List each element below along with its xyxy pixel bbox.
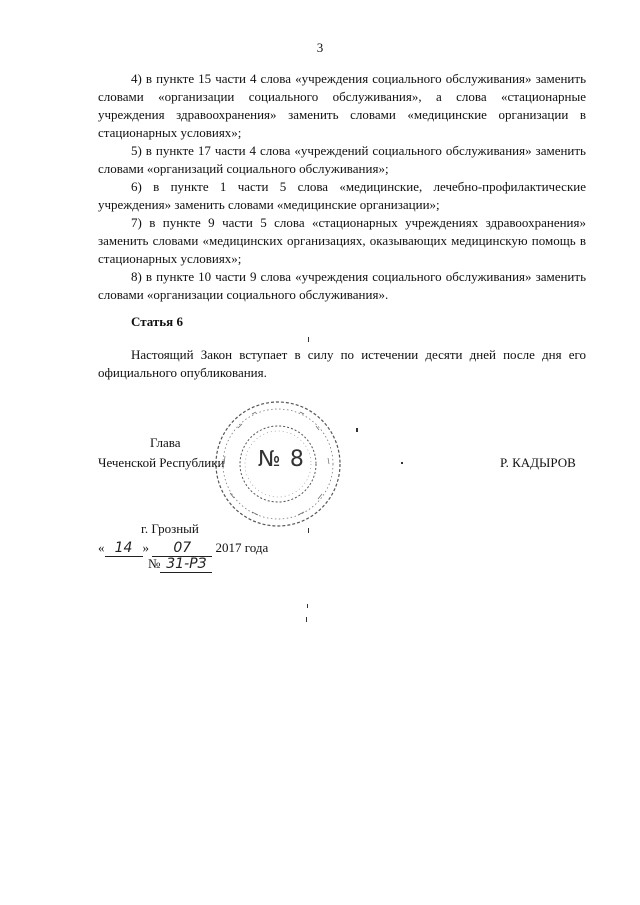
date-open-quote: « bbox=[98, 540, 105, 555]
amendment-item: 7) в пункте 9 части 5 слова «стационарных учреждениях здравоохранения» заменить словами «медицинских организациях, оказывающих медицинскую помощь в стационарных условиях»; bbox=[98, 215, 586, 266]
date-close-quote: » bbox=[142, 540, 149, 555]
stamp-number: № 8 bbox=[258, 447, 305, 472]
amendment-item: 4) в пункте 15 части 4 слова «учреждения социального обслуживания» заменить словами «организации социального обслуживания», а слова «стационарные учреждения здравоохранения» заменить словами «медицинские организации в стационарных условиях»; bbox=[98, 71, 586, 140]
scan-speck bbox=[306, 617, 307, 622]
signatory-region: Чеченской Республики bbox=[98, 455, 225, 470]
law-number bbox=[148, 556, 212, 573]
scan-speck bbox=[308, 337, 309, 342]
date-day: 14 bbox=[105, 540, 143, 557]
amendment-item: 5) в пункте 17 части 4 слова «учреждений социального обслуживания» заменить словами «организаций социального обслуживания»; bbox=[98, 143, 586, 176]
scan-speck bbox=[356, 428, 358, 432]
amendments-list bbox=[98, 70, 586, 304]
signatory-name: Р. КАДЫРОВ bbox=[500, 455, 576, 470]
place-of-signing: г. Грозный bbox=[141, 521, 199, 536]
amendment-item: 6) в пункте 1 части 5 слова «медицинские, лечебно-профилактические учреждения» заменить словами «медицинские организации»; bbox=[98, 179, 586, 212]
law-number-value: 31-РЗ bbox=[160, 556, 212, 573]
scan-speck bbox=[308, 528, 309, 533]
date-year: 2017 года bbox=[215, 540, 269, 555]
effective-clause: Настоящий Закон вступает в силу по истечении десяти дней после дня его официального опубликования. bbox=[98, 347, 586, 380]
article-heading: Статья 6 bbox=[131, 314, 183, 329]
date-month: 07 bbox=[152, 540, 212, 557]
signatory-title: Глава bbox=[150, 435, 181, 450]
law-number-prefix: № bbox=[148, 556, 161, 571]
amendment-item: 8) в пункте 10 части 9 слова «учреждения социального обслуживания» заменить словами «организации социального обслуживания». bbox=[98, 269, 586, 302]
scan-speck bbox=[401, 462, 403, 464]
scan-speck bbox=[307, 604, 308, 608]
page-number: 3 bbox=[316, 40, 324, 55]
signing-date bbox=[98, 540, 268, 557]
